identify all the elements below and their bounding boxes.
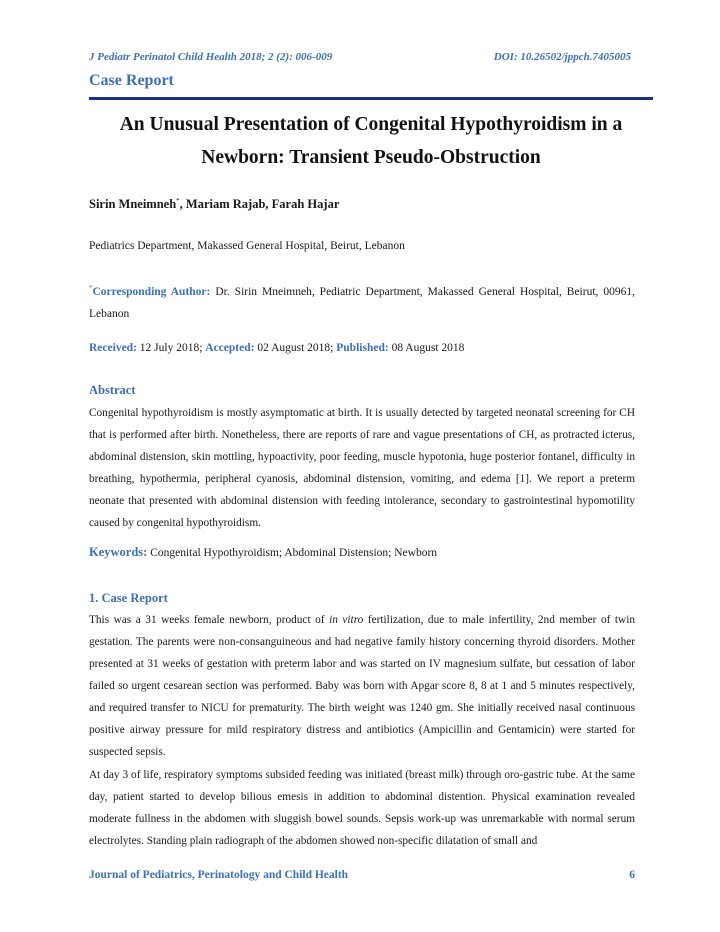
received-label: Received:	[89, 342, 137, 354]
affiliation: Pediatrics Department, Makassed General Hospital, Beirut, Lebanon	[89, 240, 405, 252]
keywords-label: Keywords:	[89, 545, 148, 559]
published-label: Published:	[336, 342, 389, 354]
corresponding-author-label: Corresponding Author:	[92, 285, 211, 298]
journal-citation: J Pediatr Perinatol Child Health 2018; 2 (2): 006-009	[89, 51, 333, 63]
article-title	[89, 108, 653, 174]
title-line-1: An Unusual Presentation of Congenital Hypothyroidism in a	[119, 114, 623, 135]
corresponding-mark: *	[176, 197, 180, 205]
other-authors: , Mariam Rajab, Farah Hajar	[179, 197, 340, 212]
header-divider	[89, 97, 653, 100]
case-report-paragraph-1	[89, 609, 635, 763]
accepted-label: Accepted:	[205, 342, 255, 354]
publication-dates	[89, 342, 464, 354]
first-author: Sirin Mneimneh	[89, 197, 177, 212]
footer-journal-name: Journal of Pediatrics, Perinatology and Child Health	[89, 869, 349, 881]
abstract-heading: Abstract	[89, 383, 136, 397]
corresponding-author-mark: *	[89, 284, 93, 292]
paragraph-1-rest: fertilization, due to male infertility, 2nd member of twin gestation. The parents were non-consanguineous and had negative family history concerning thyroid disorders. Mother presented at 31 weeks of gestation with preterm labor and was started on IV magnesium sulfate, but cessation of labor failed so urgent cesarean section was performed. Baby was born with Apgar score 8, 8 at 1 and 5 minutes respectively, and required transfer to NICU for prematurity. The birth weight was 1240 gm. She initially received nasal continuous positive airway pressure for mild respiratory distress and antibiotics (Ampicillin and Gentamicin) were started for suspected sepsis.	[89, 614, 635, 758]
keywords-text: Congenital Hypothyroidism; Abdominal Distension; Newborn	[147, 547, 438, 559]
running-header	[89, 51, 631, 67]
paragraph-1-start: This was a 31 weeks female newborn, product of	[89, 614, 330, 626]
title-line-2: Newborn: Transient Pseudo-Obstruction	[201, 147, 541, 168]
author-list	[89, 197, 339, 212]
published-date: 08 August 2018	[388, 342, 465, 354]
paragraph-1-italic: in vitro	[329, 614, 364, 626]
received-date: 12 July 2018;	[136, 342, 206, 354]
corresponding-author-text: Dr. Sirin Mneimneh, Pediatric Department, Makassed General Hospital, Beirut, 00961, Lebanon	[89, 285, 635, 320]
keywords	[89, 545, 437, 560]
corresponding-author	[89, 277, 635, 325]
page-number: 6	[629, 869, 635, 881]
article-type-label: Case Report	[89, 72, 174, 89]
section-heading-case-report: 1. Case Report	[89, 591, 168, 605]
doi-link[interactable]: DOI: 10.26502/jppch.7405005	[493, 51, 631, 63]
abstract-text: Congenital hypothyroidism is mostly asymptomatic at birth. It is usually detected by targeted neonatal screening for CH that is performed after birth. Nonetheless, there are reports of rare and vague presentations of CH, as protracted icterus, abdominal distension, skin mottling, hypoactivity, poor feeding, muscle hypotonia, huge posterior fontanel, difficulty in breathing, hypothermia, peripheral cyanosis, abdominal distension, vomiting, and edema [1]. We report a preterm neonate that presented with abdominal distension with feeding intolerance, secondary to gastrointestinal hypomotility caused by congenital hypothyroidism.	[89, 407, 635, 529]
accepted-date: 02 August 2018;	[254, 342, 337, 354]
case-report-paragraph-2: At day 3 of life, respiratory symptoms subsided feeding was initiated (breast milk) through oro-gastric tube. At the same day, patient started to develop bilious emesis in addition to abdominal distention. Physical examination revealed moderate fullness in the abdomen with sluggish bowel sounds. Sepsis work-up was unremarkable with normal serum electrolytes. Standing plain radiograph of the abdomen showed non-specific dilatation of small and	[89, 769, 635, 847]
